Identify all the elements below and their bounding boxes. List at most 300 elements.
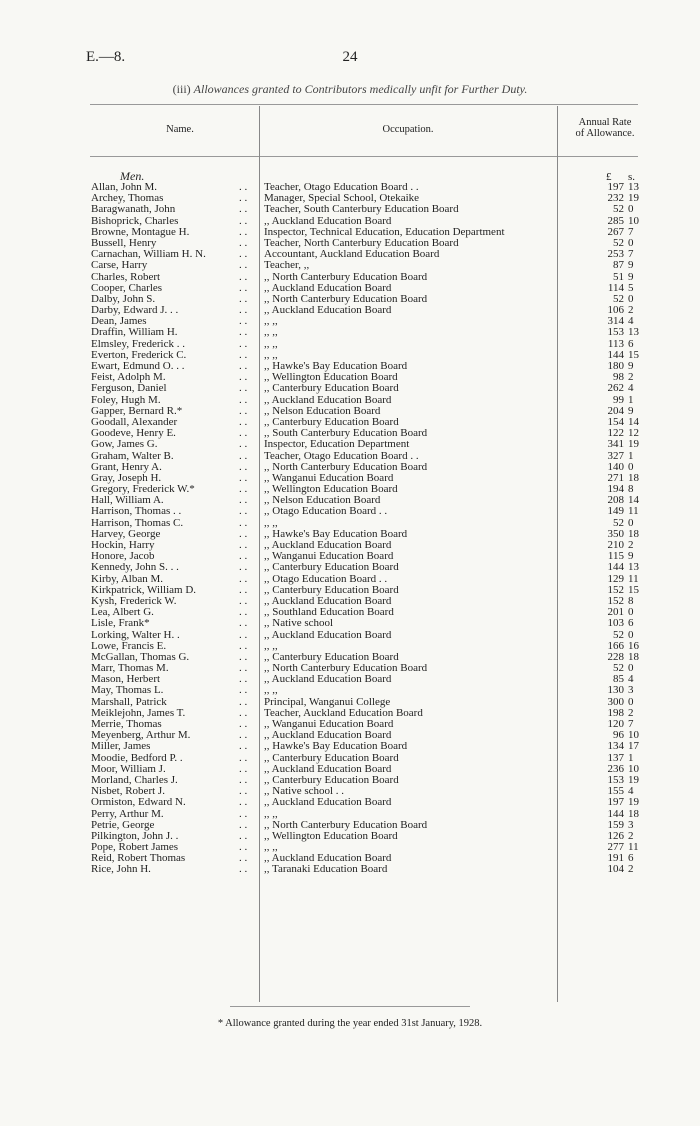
table-row bbox=[0, 439, 700, 450]
table-row bbox=[0, 327, 700, 338]
row-occupation: Teacher, Otago Education Board . . bbox=[264, 450, 419, 462]
row-leader-dots: . . bbox=[239, 393, 248, 406]
table-row bbox=[0, 339, 700, 350]
row-occupation: ,, North Canterbury Education Board bbox=[264, 461, 428, 473]
row-name: Browne, Montague H. bbox=[91, 226, 190, 238]
row-allowance-shillings: 8 bbox=[628, 594, 634, 607]
row-leader-dots: . . bbox=[239, 639, 248, 652]
unit-pounds: £ bbox=[606, 171, 612, 183]
row-occupation: Manager, Special School, Otekaike bbox=[264, 193, 420, 205]
column-header-rate bbox=[560, 117, 650, 139]
row-occupation: ,, Native school . . bbox=[264, 786, 345, 798]
row-leader-dots: . . bbox=[239, 718, 248, 730]
table-row bbox=[0, 383, 700, 394]
table-row bbox=[0, 462, 700, 473]
row-name: Darby, Edward J. . . bbox=[91, 305, 179, 317]
row-occupation: Teacher, Otago Education Board . . bbox=[264, 182, 419, 193]
row-allowance-shillings: 15 bbox=[628, 583, 639, 596]
row-allowance-shillings: 13 bbox=[628, 561, 639, 574]
row-occupation: ,, ,, bbox=[264, 640, 278, 652]
row-allowance-pounds: 99 bbox=[613, 393, 624, 406]
table-row bbox=[0, 641, 700, 652]
row-name: Gregory, Frederick W.* bbox=[91, 484, 195, 496]
row-leader-dots: . . bbox=[239, 673, 248, 686]
row-leader-dots: . . bbox=[239, 852, 248, 865]
row-allowance-pounds: 52 bbox=[613, 628, 624, 641]
row-occupation: ,, ,, bbox=[264, 327, 278, 339]
caption-number: (iii) bbox=[172, 82, 191, 96]
table-row bbox=[0, 238, 700, 249]
row-allowance-shillings: 0 bbox=[628, 203, 634, 216]
row-allowance-pounds: 122 bbox=[607, 427, 624, 440]
table-row bbox=[0, 406, 700, 417]
row-name: Carnachan, William H. N. bbox=[91, 249, 206, 261]
table-row bbox=[0, 562, 700, 573]
row-leader-dots: . . bbox=[239, 762, 248, 775]
row-leader-dots: . . bbox=[239, 550, 248, 563]
row-allowance-shillings: 19 bbox=[628, 438, 639, 451]
row-occupation: Teacher, South Canterbury Education Board bbox=[264, 204, 459, 216]
row-leader-dots: . . bbox=[239, 695, 248, 708]
table-row bbox=[0, 786, 700, 797]
row-name: Baragwanath, John bbox=[91, 204, 176, 216]
row-name: Goodall, Alexander bbox=[91, 416, 178, 428]
row-allowance-shillings: 8 bbox=[628, 483, 634, 496]
row-occupation: ,, Canterbury Education Board bbox=[264, 651, 399, 663]
table-row bbox=[0, 596, 700, 607]
row-name: Lorking, Walter H. . bbox=[91, 629, 180, 641]
row-name: Allan, John M. bbox=[91, 182, 157, 193]
row-occupation: ,, Nelson Education Board bbox=[264, 495, 381, 507]
row-occupation: ,, Wellington Education Board bbox=[264, 484, 398, 496]
row-occupation: ,, Canterbury Education Board bbox=[264, 774, 399, 786]
row-allowance-shillings: 13 bbox=[628, 181, 639, 193]
row-allowance-pounds: 194 bbox=[607, 483, 624, 496]
row-occupation: ,, Wellington Education Board bbox=[264, 830, 398, 842]
row-occupation: Inspector, Education Department bbox=[264, 439, 410, 451]
row-name: Kysh, Frederick W. bbox=[91, 595, 177, 607]
row-name: Rice, John H. bbox=[91, 864, 151, 876]
row-occupation: ,, Auckland Education Board bbox=[264, 797, 392, 809]
row-allowance-shillings: 2 bbox=[628, 371, 634, 384]
table-row bbox=[0, 775, 700, 786]
row-allowance-shillings: 9 bbox=[628, 360, 634, 372]
row-leader-dots: . . bbox=[239, 539, 248, 551]
row-occupation: Accountant, Auckland Education Board bbox=[264, 249, 440, 261]
row-occupation: ,, North Canterbury Education Board bbox=[264, 293, 428, 305]
row-name: Grant, Henry A. bbox=[91, 461, 162, 473]
row-allowance-shillings: 4 bbox=[628, 315, 634, 328]
row-allowance-shillings: 9 bbox=[628, 550, 634, 563]
row-leader-dots: . . bbox=[239, 449, 248, 462]
row-occupation: ,, Auckland Education Board bbox=[264, 282, 392, 294]
row-allowance-pounds: 197 bbox=[607, 796, 624, 809]
row-allowance-shillings: 4 bbox=[628, 382, 634, 395]
row-allowance-pounds: 285 bbox=[607, 214, 624, 227]
row-allowance-shillings: 12 bbox=[628, 427, 639, 440]
row-allowance-shillings: 19 bbox=[628, 192, 639, 205]
table-row bbox=[0, 741, 700, 752]
page-reference: E.—8. bbox=[86, 49, 126, 65]
row-leader-dots: . . bbox=[239, 516, 248, 529]
row-allowance-shillings: 11 bbox=[628, 572, 639, 585]
row-leader-dots: . . bbox=[239, 471, 248, 484]
row-name: Ormiston, Edward N. bbox=[91, 797, 186, 809]
row-occupation: ,, Southland Education Board bbox=[264, 607, 394, 619]
row-name: Pilkington, John J. . bbox=[91, 830, 179, 842]
row-name: Feist, Adolph M. bbox=[91, 372, 166, 384]
row-leader-dots: . . bbox=[239, 203, 248, 216]
row-allowance-shillings: 2 bbox=[628, 829, 634, 842]
table-row bbox=[0, 417, 700, 428]
table-row bbox=[0, 551, 700, 562]
row-occupation: ,, Native school bbox=[264, 618, 334, 630]
row-allowance-pounds: 180 bbox=[607, 360, 624, 372]
table-row bbox=[0, 585, 700, 596]
row-allowance-pounds: 154 bbox=[607, 415, 624, 428]
footnote: * Allowance granted during the year ended 31st January, 1928. bbox=[217, 1018, 483, 1029]
row-allowance-shillings: 6 bbox=[628, 337, 634, 350]
row-allowance-shillings: 18 bbox=[628, 650, 639, 663]
row-allowance-pounds: 253 bbox=[607, 248, 624, 261]
row-leader-dots: . . bbox=[239, 829, 248, 842]
unit-shillings: s. bbox=[628, 171, 636, 183]
table-row bbox=[0, 652, 700, 663]
row-allowance-shillings: 0 bbox=[628, 516, 634, 529]
row-leader-dots: . . bbox=[239, 628, 248, 641]
row-allowance-shillings: 7 bbox=[628, 225, 634, 238]
table-row bbox=[0, 305, 700, 316]
row-name: Goodeve, Henry E. bbox=[91, 428, 176, 440]
row-allowance-pounds: 87 bbox=[613, 259, 624, 272]
table-row bbox=[0, 618, 700, 629]
bottom-rule bbox=[230, 1006, 470, 1007]
row-allowance-pounds: 134 bbox=[607, 740, 624, 753]
row-allowance-pounds: 52 bbox=[613, 516, 624, 529]
row-leader-dots: . . bbox=[239, 796, 248, 809]
row-name: Kirkpatrick, William D. bbox=[91, 584, 197, 596]
allowance-table-body bbox=[0, 182, 700, 876]
row-leader-dots: . . bbox=[239, 505, 248, 518]
row-allowance-shillings: 16 bbox=[628, 639, 639, 652]
table-row bbox=[0, 350, 700, 361]
table-row bbox=[0, 663, 700, 674]
row-name: Lowe, Francis E. bbox=[91, 640, 167, 652]
page-number: 24 bbox=[342, 49, 358, 65]
row-occupation: ,, South Canterbury Education Board bbox=[264, 428, 428, 440]
row-allowance-shillings: 5 bbox=[628, 281, 634, 294]
row-allowance-shillings: 10 bbox=[628, 762, 639, 775]
row-allowance-shillings: 2 bbox=[628, 863, 634, 876]
table-row bbox=[0, 797, 700, 808]
row-allowance-shillings: 11 bbox=[628, 841, 639, 854]
row-allowance-shillings: 0 bbox=[628, 606, 634, 619]
row-leader-dots: . . bbox=[239, 236, 248, 249]
row-allowance-pounds: 52 bbox=[613, 662, 624, 675]
row-allowance-shillings: 3 bbox=[628, 684, 634, 697]
table-row bbox=[0, 316, 700, 327]
row-name: McGallan, Thomas G. bbox=[91, 651, 190, 663]
row-allowance-pounds: 159 bbox=[607, 818, 624, 831]
row-name: Charles, Robert bbox=[91, 271, 161, 283]
row-allowance-shillings: 6 bbox=[628, 852, 634, 865]
row-name: Reid, Robert Thomas bbox=[91, 853, 186, 865]
row-name: Gow, James G. bbox=[91, 439, 158, 451]
row-occupation: ,, Nelson Education Board bbox=[264, 405, 381, 417]
row-leader-dots: . . bbox=[239, 583, 248, 596]
table-row bbox=[0, 518, 700, 529]
row-leader-dots: . . bbox=[239, 181, 248, 193]
row-occupation: ,, Wanganui Education Board bbox=[264, 719, 394, 730]
row-allowance-pounds: 130 bbox=[607, 684, 624, 697]
row-allowance-shillings: 18 bbox=[628, 807, 639, 820]
row-name: Merrie, Thomas bbox=[91, 719, 162, 730]
row-name: Meyenberg, Arthur M. bbox=[91, 730, 191, 742]
row-allowance-pounds: 103 bbox=[607, 617, 624, 630]
table-row bbox=[0, 428, 700, 439]
row-allowance-shillings: 0 bbox=[628, 292, 634, 305]
row-leader-dots: . . bbox=[239, 662, 248, 675]
row-allowance-pounds: 52 bbox=[613, 236, 624, 249]
column-header-name: Name. bbox=[166, 124, 194, 135]
row-occupation: ,, ,, bbox=[264, 316, 278, 328]
row-allowance-pounds: 191 bbox=[607, 852, 624, 865]
row-allowance-pounds: 52 bbox=[613, 203, 624, 216]
row-allowance-pounds: 106 bbox=[607, 304, 624, 317]
row-leader-dots: . . bbox=[239, 270, 248, 283]
row-name: Carse, Harry bbox=[91, 260, 148, 272]
row-occupation: Teacher, Auckland Education Board bbox=[264, 707, 423, 719]
row-allowance-shillings: 4 bbox=[628, 673, 634, 686]
table-row bbox=[0, 708, 700, 719]
row-allowance-pounds: 144 bbox=[607, 348, 624, 361]
row-occupation: ,, Auckland Education Board bbox=[264, 305, 392, 317]
row-allowance-pounds: 85 bbox=[613, 673, 624, 686]
table-row bbox=[0, 697, 700, 708]
row-leader-dots: . . bbox=[239, 415, 248, 428]
row-occupation: ,, Hawke's Bay Education Board bbox=[264, 528, 408, 540]
row-allowance-pounds: 152 bbox=[607, 594, 624, 607]
row-name: Miller, James bbox=[91, 741, 151, 753]
row-occupation: ,, Otago Education Board . . bbox=[264, 573, 388, 585]
row-leader-dots: . . bbox=[239, 527, 248, 540]
row-occupation: ,, Auckland Education Board bbox=[264, 763, 392, 775]
row-occupation: Inspector, Technical Education, Education Department bbox=[264, 226, 505, 238]
row-occupation: ,, North Canterbury Education Board bbox=[264, 663, 428, 675]
row-name: Bussell, Henry bbox=[91, 237, 157, 249]
row-allowance-shillings: 1 bbox=[628, 751, 634, 764]
row-leader-dots: . . bbox=[239, 248, 248, 261]
row-leader-dots: . . bbox=[239, 259, 248, 272]
row-occupation: ,, ,, bbox=[264, 349, 278, 361]
row-allowance-shillings: 0 bbox=[628, 460, 634, 473]
row-leader-dots: . . bbox=[239, 807, 248, 820]
row-allowance-shillings: 11 bbox=[628, 505, 639, 518]
row-occupation: ,, Otago Education Board . . bbox=[264, 506, 388, 518]
row-allowance-pounds: 51 bbox=[613, 270, 624, 283]
row-leader-dots: . . bbox=[239, 360, 248, 372]
row-allowance-pounds: 341 bbox=[607, 438, 624, 451]
row-name: Moor, William J. bbox=[91, 763, 166, 775]
row-allowance-shillings: 14 bbox=[628, 494, 639, 507]
row-occupation: ,, Auckland Education Board bbox=[264, 853, 392, 865]
row-allowance-shillings: 0 bbox=[628, 662, 634, 675]
row-allowance-pounds: 144 bbox=[607, 807, 624, 820]
row-name: Gapper, Bernard R.* bbox=[91, 405, 183, 417]
row-allowance-shillings: 4 bbox=[628, 785, 634, 798]
table-row bbox=[0, 820, 700, 831]
row-occupation: ,, North Canterbury Education Board bbox=[264, 819, 428, 831]
row-leader-dots: . . bbox=[239, 785, 248, 798]
row-name: Lisle, Frank* bbox=[91, 618, 150, 630]
row-leader-dots: . . bbox=[239, 225, 248, 238]
row-name: Ferguson, Daniel bbox=[91, 383, 167, 395]
row-allowance-shillings: 18 bbox=[628, 471, 639, 484]
table-row bbox=[0, 395, 700, 406]
row-allowance-shillings: 19 bbox=[628, 773, 639, 786]
row-occupation: ,, ,, bbox=[264, 338, 278, 350]
table-row bbox=[0, 216, 700, 227]
row-allowance-shillings: 6 bbox=[628, 617, 634, 630]
rate-header-line2: of Allowance. bbox=[575, 128, 635, 139]
column-header-occupation: Occupation. bbox=[382, 124, 434, 135]
row-occupation: ,, Canterbury Education Board bbox=[264, 562, 399, 574]
row-occupation: ,, ,, bbox=[264, 808, 278, 820]
table-row bbox=[0, 853, 700, 864]
table-row bbox=[0, 529, 700, 540]
row-name: Bishoprick, Charles bbox=[91, 215, 179, 227]
row-allowance-pounds: 327 bbox=[607, 449, 624, 462]
row-leader-dots: . . bbox=[239, 304, 248, 317]
row-leader-dots: . . bbox=[239, 214, 248, 227]
row-allowance-pounds: 149 bbox=[607, 505, 624, 518]
row-allowance-pounds: 271 bbox=[607, 471, 624, 484]
row-allowance-pounds: 267 bbox=[607, 225, 624, 238]
row-occupation: ,, Auckland Education Board bbox=[264, 540, 392, 551]
row-occupation: ,, Hawke's Bay Education Board bbox=[264, 741, 408, 753]
row-allowance-shillings: 15 bbox=[628, 348, 639, 361]
row-leader-dots: . . bbox=[239, 404, 248, 417]
row-leader-dots: . . bbox=[239, 606, 248, 619]
row-allowance-shillings: 3 bbox=[628, 818, 634, 831]
row-name: Petrie, George bbox=[91, 819, 155, 831]
row-allowance-shillings: 9 bbox=[628, 270, 634, 283]
row-allowance-pounds: 166 bbox=[607, 639, 624, 652]
table-row bbox=[0, 372, 700, 383]
row-leader-dots: . . bbox=[239, 594, 248, 607]
row-occupation: ,, Canterbury Education Board bbox=[264, 383, 399, 395]
row-leader-dots: . . bbox=[239, 494, 248, 507]
row-leader-dots: . . bbox=[239, 281, 248, 294]
row-name: Honore, Jacob bbox=[91, 551, 155, 563]
row-allowance-shillings: 14 bbox=[628, 415, 639, 428]
row-leader-dots: . . bbox=[239, 348, 248, 361]
table-row bbox=[0, 182, 700, 193]
row-leader-dots: . . bbox=[239, 773, 248, 786]
table-row bbox=[0, 260, 700, 271]
row-allowance-pounds: 52 bbox=[613, 292, 624, 305]
table-row bbox=[0, 484, 700, 495]
row-name: Perry, Arthur M. bbox=[91, 808, 164, 820]
table-row bbox=[0, 272, 700, 283]
row-allowance-pounds: 197 bbox=[607, 181, 624, 193]
row-occupation: ,, Canterbury Education Board bbox=[264, 416, 399, 428]
row-occupation: ,, Auckland Education Board bbox=[264, 215, 392, 227]
row-name: Mason, Herbert bbox=[91, 674, 161, 686]
row-leader-dots: . . bbox=[239, 337, 248, 350]
row-name: Harrison, Thomas C. bbox=[91, 517, 184, 529]
row-name: Graham, Walter B. bbox=[91, 450, 174, 462]
table-row bbox=[0, 495, 700, 506]
row-occupation: ,, North Canterbury Education Board bbox=[264, 271, 428, 283]
table-row bbox=[0, 204, 700, 215]
table-row bbox=[0, 730, 700, 741]
row-allowance-pounds: 115 bbox=[607, 550, 624, 563]
row-allowance-pounds: 153 bbox=[607, 773, 624, 786]
row-allowance-pounds: 277 bbox=[607, 841, 624, 854]
row-name: Archey, Thomas bbox=[91, 193, 164, 205]
row-occupation: ,, Canterbury Education Board bbox=[264, 584, 399, 596]
row-occupation: ,, Auckland Education Board bbox=[264, 730, 392, 742]
row-allowance-pounds: 96 bbox=[613, 729, 624, 742]
row-leader-dots: . . bbox=[239, 292, 248, 305]
row-allowance-pounds: 137 bbox=[607, 751, 624, 764]
table-row bbox=[0, 831, 700, 842]
row-allowance-pounds: 152 bbox=[607, 583, 624, 596]
row-allowance-shillings: 7 bbox=[628, 718, 634, 730]
section-label-men: Men. bbox=[120, 169, 145, 183]
row-allowance-pounds: 228 bbox=[607, 650, 624, 663]
row-leader-dots: . . bbox=[239, 572, 248, 585]
row-allowance-pounds: 104 bbox=[607, 863, 624, 876]
row-allowance-pounds: 114 bbox=[607, 281, 624, 294]
table-row bbox=[0, 842, 700, 853]
row-leader-dots: . . bbox=[239, 561, 248, 574]
row-name: Marr, Thomas M. bbox=[91, 663, 169, 675]
row-name: Ewart, Edmund O. . . bbox=[91, 361, 185, 372]
table-row bbox=[0, 764, 700, 775]
row-name: Draffin, William H. bbox=[91, 327, 178, 339]
row-allowance-shillings: 9 bbox=[628, 259, 634, 272]
row-allowance-pounds: 113 bbox=[607, 337, 624, 350]
table-row bbox=[0, 753, 700, 764]
row-name: Kirby, Alban M. bbox=[91, 573, 164, 585]
row-leader-dots: . . bbox=[239, 841, 248, 854]
row-allowance-shillings: 9 bbox=[628, 404, 634, 417]
row-allowance-pounds: 129 bbox=[607, 572, 624, 585]
row-name: Dalby, John S. bbox=[91, 293, 156, 305]
row-leader-dots: . . bbox=[239, 706, 248, 719]
table-row bbox=[0, 227, 700, 238]
row-occupation: ,, Auckland Education Board bbox=[264, 595, 392, 607]
row-allowance-pounds: 314 bbox=[607, 315, 624, 328]
row-name: Gray, Joseph H. bbox=[91, 472, 162, 484]
row-occupation: Teacher, North Canterbury Education Board bbox=[264, 237, 459, 249]
row-allowance-shillings: 0 bbox=[628, 628, 634, 641]
table-row bbox=[0, 249, 700, 260]
row-name: Elmsley, Frederick . . bbox=[91, 338, 185, 350]
row-allowance-pounds: 208 bbox=[607, 494, 624, 507]
row-allowance-shillings: 7 bbox=[628, 248, 634, 261]
top-rule bbox=[90, 104, 638, 105]
table-row bbox=[0, 809, 700, 820]
table-row bbox=[0, 361, 700, 372]
header-rule bbox=[90, 156, 638, 157]
row-allowance-pounds: 201 bbox=[607, 606, 624, 619]
row-name: Hall, William A. bbox=[91, 495, 164, 507]
row-name: Cooper, Charles bbox=[91, 282, 163, 294]
row-occupation: ,, Wanganui Education Board bbox=[264, 472, 394, 484]
